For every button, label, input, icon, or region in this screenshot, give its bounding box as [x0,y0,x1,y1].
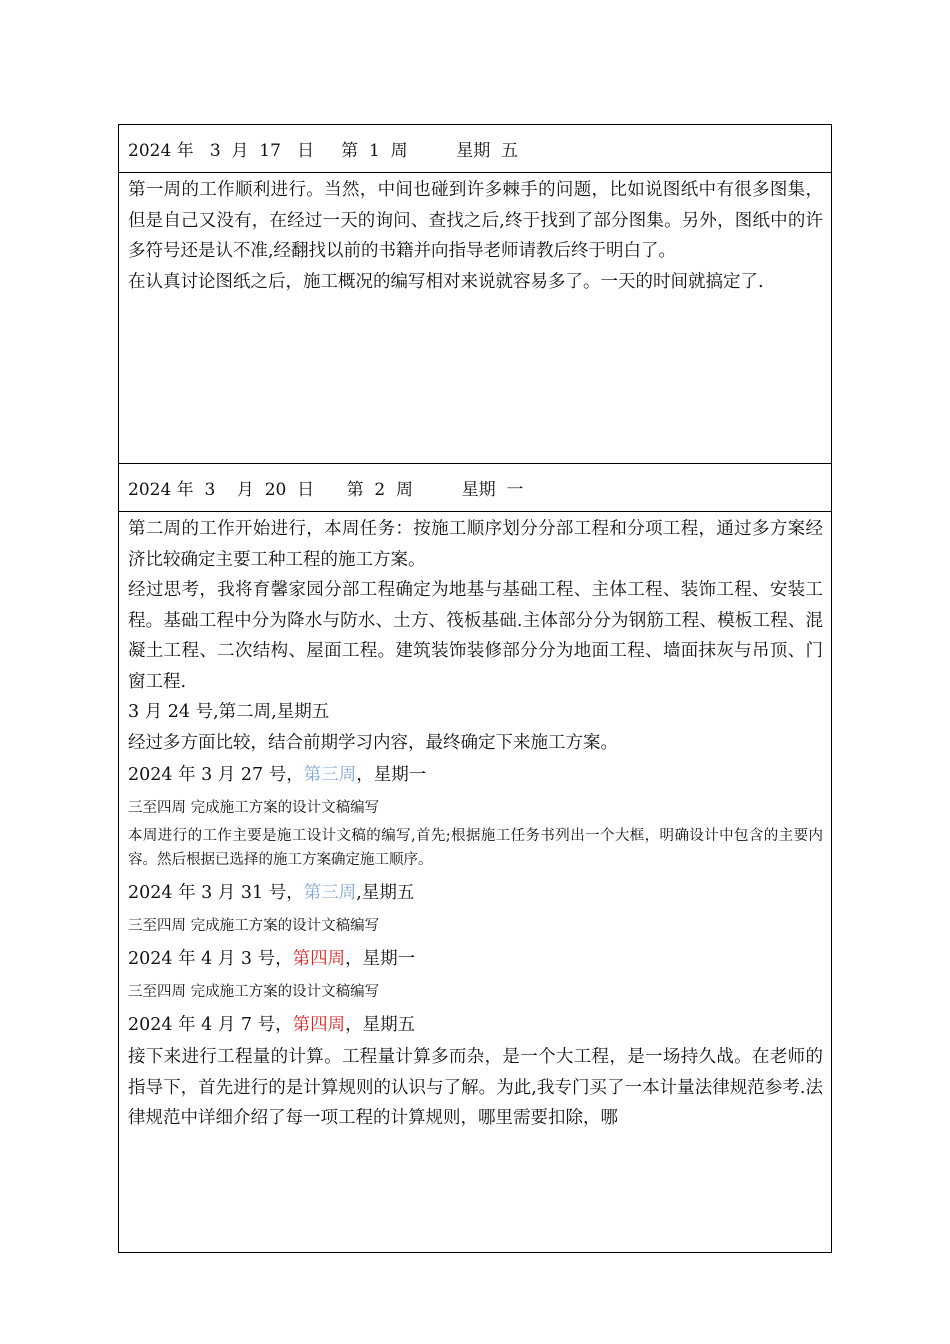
entry-1-header: 2024 年 3 月 17 日 第 1 周 星期 五 [119,125,831,173]
date-text: 2024 年 4 月 7 号， [128,1015,293,1035]
task-line: 三至四周 完成施工方案的设计文稿编写 [128,800,380,816]
week-label: 第三周 [303,765,357,785]
date-text: 2024 年 3 月 27 号， [128,765,304,785]
weekday-text: ，星期一 [345,949,416,969]
date-text: 2024 年 4 月 3 号， [128,949,293,969]
entry-2-paragraph: 第二周的工作开始进行，本周任务：按施工顺序划分分部工程和分项工程，通过多方案经济比较确定主要工种工程的施工方案。 [128,519,823,570]
entry-2-date-line [128,942,823,976]
week-label: 第四周 [292,949,346,969]
entry-2-date-line [128,876,823,910]
date-text: 2024 年 3 月 31 号， [128,883,304,903]
weekday-text: ,星期五 [356,883,415,903]
week-label: 第三周 [303,883,357,903]
entry-2-paragraph: 经过多方面比较，结合前期学习内容，最终确定下来施工方案。 [128,732,618,753]
entry-2-body [119,512,831,1252]
week-label: 第四周 [292,1015,346,1035]
entry-2-date-line: 3 月 24 号,第二周,星期五 [128,702,330,722]
entry-2-date-line [128,1008,823,1042]
entry-2-paragraph: 经过思考，我将育馨家园分部工程确定为地基与基础工程、主体工程、装饰工程、安装工程。基础工程中分为降水与防水、土方、筏板基础.主体部分分为钢筋工程、模板工程、混凝土工程、二次结构、屋面工程。建筑装饰装修部分分为地面工程、墙面抹灰与吊顶、门窗工程. [128,580,823,692]
weekday-text: ，星期一 [356,765,427,785]
task-description: 本周进行的工作主要是施工设计文稿的编写,首先;根据施工任务书列出一个大框，明确设计中包含的主要内容。然后根据已选择的施工方案确定施工顺序。 [128,828,823,868]
entry-2-header: 2024 年 3 月 20 日 第 2 周 星期 一 [119,464,831,512]
entry-2-paragraph: 接下来进行工程量的计算。工程量计算多而杂，是一个大工程，是一场持久战。在老师的指导下，首先进行的是计算规则的认识与了解。为此,我专门买了一本计量法律规范参考.法律规范中详细介绍了每一项工程的计算规则，哪里需要扣除，哪 [128,1047,823,1128]
entry-2-date-line [128,758,823,792]
weekday-text: ，星期五 [345,1015,416,1035]
entry-1-paragraph: 在认真讨论图纸之后，施工概况的编写相对来说就容易多了。一天的时间就搞定了. [128,271,764,292]
work-log-table [118,124,832,1253]
task-line: 三至四周 完成施工方案的设计文稿编写 [128,984,380,1000]
entry-1-body [119,173,831,464]
task-line: 三至四周 完成施工方案的设计文稿编写 [128,918,380,934]
entry-1-paragraph: 第一周的工作顺利进行。当然，中间也碰到许多棘手的问题，比如说图纸中有很多图集，但是自己又没有，在经过一天的询问、查找之后,终于找到了部分图集。另外，图纸中的许多符号还是认不准,经翻找以前的书籍并向指导老师请教后终于明白了。 [128,180,823,261]
